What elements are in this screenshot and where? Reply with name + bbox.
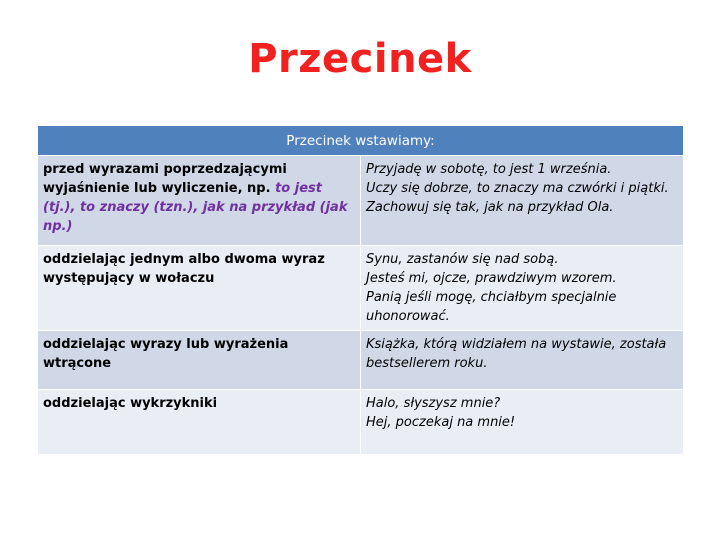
rule-cell: [38, 331, 361, 390]
example-sentence: Książka, którą widziałem na wystawie, została bestsellerem roku.: [366, 337, 667, 371]
rule-cell: [38, 390, 361, 455]
example-cell: [361, 331, 684, 390]
rule-text: oddzielając wyrazy lub wyrażenia wtrącone: [43, 337, 289, 371]
example-cell: [361, 390, 684, 455]
example-sentence: Zachowuj się tak, jak na przykład Ola.: [366, 200, 614, 215]
example-cell: [361, 156, 684, 246]
rule-text: przed wyrazami poprzedzającymi wyjaśnienie lub wyliczenie, np.: [43, 162, 287, 196]
example-cell: [361, 246, 684, 331]
comma-rules-table: [37, 125, 684, 455]
example-sentence: Hej, poczekaj na mnie!: [366, 415, 516, 430]
rule-text: oddzielając jednym albo dwoma wyraz występujący w wołaczu: [43, 252, 325, 286]
table-header-row: [38, 126, 684, 156]
example-sentence: Przyjadę w sobotę, to jest 1 września.: [366, 162, 612, 177]
table-row: [38, 156, 684, 246]
slide-title: Przecinek: [248, 36, 472, 82]
table-header: Przecinek wstawiamy:: [38, 126, 684, 156]
rule-cell: [38, 156, 361, 246]
example-sentence: Uczy się dobrze, to znaczy ma czwórki i piątki.: [366, 181, 669, 196]
table-row: [38, 246, 684, 331]
example-sentence: Jesteś mi, ojcze, prawdziwym wzorem.: [366, 271, 617, 286]
table-row: [38, 331, 684, 390]
rule-cell: [38, 246, 361, 331]
table-row: [38, 390, 684, 455]
example-sentence: Panią jeśli mogę, chciałbym specjalnie uhonorować.: [366, 290, 617, 324]
rule-examples: to jest (tj.), to znaczy (tzn.), jak na przykład (jak np.): [43, 181, 348, 234]
rule-text: oddzielając wykrzykniki: [43, 396, 218, 411]
example-sentence: Halo, słyszysz mnie?: [366, 396, 501, 411]
example-sentence: Synu, zastanów się nad sobą.: [366, 252, 559, 267]
